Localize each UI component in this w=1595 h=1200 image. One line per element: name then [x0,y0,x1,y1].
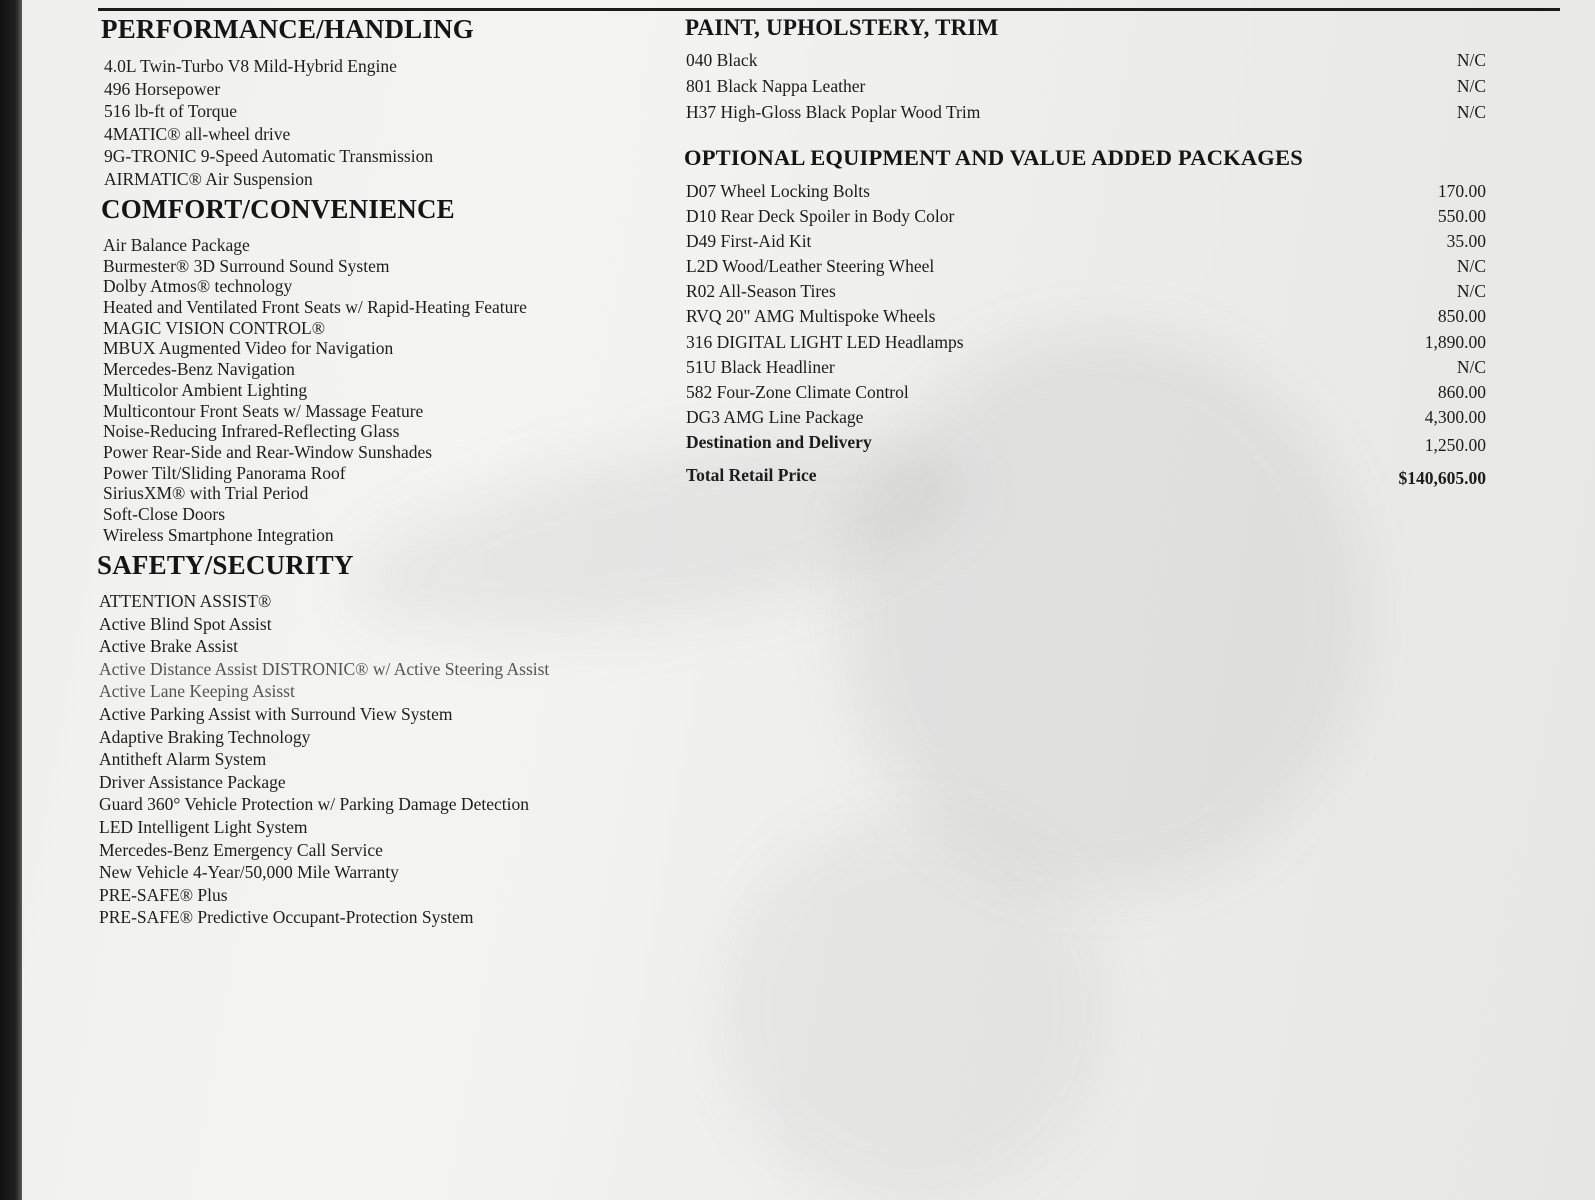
list-item: Multicontour Front Seats w/ Massage Feature [103,400,424,421]
table-row [686,304,1486,328]
row-price: 170.00 [1437,181,1486,201]
row-price: 860.00 [1437,382,1486,402]
list-item: Heated and Ventilated Front Seats w/ Rapid-Heating Feature [103,297,527,318]
list-item: Noise-Reducing Infrared-Reflecting Glass [103,421,400,442]
list-item: Antitheft Alarm System [99,749,267,770]
list-item: Multicolor Ambient Lighting [103,379,308,400]
total-row [686,463,1486,487]
row-label: 316 DIGITAL LIGHT LED Headlamps [686,332,964,352]
cut-header-left [100,0,307,14]
row-price: 550.00 [1437,206,1486,226]
comfort-list [103,235,527,545]
row-price: N/C [1456,102,1486,122]
cut-header-middle [690,0,938,14]
list-item: AIRMATIC® Air Suspension [104,168,313,189]
row-label: 582 Four-Zone Climate Control [686,382,909,402]
table-row [686,48,1486,72]
list-item: MAGIC VISION CONTROL® [103,317,326,338]
row-label: R02 All-Season Tires [686,281,836,301]
row-price: N/C [1456,357,1486,377]
list-item: 4MATIC® all-wheel drive [104,123,291,144]
table-row [686,405,1486,429]
performance-list [104,55,433,191]
total-price: $140,605.00 [1398,468,1486,488]
table-row [686,229,1486,253]
list-item: Soft-Close Doors [103,503,226,524]
row-label: DG3 AMG Line Package [686,407,864,427]
row-label: 801 Black Nappa Leather [686,76,866,96]
table-row [686,204,1486,228]
safety-title: SAFETY/SECURITY [97,550,354,580]
list-item: Driver Assistance Package [99,771,286,792]
row-label: 040 Black [686,50,758,70]
list-item: LED Intelligent Light System [99,816,308,837]
table-row [686,355,1486,379]
row-price: N/C [1456,281,1486,301]
row-price: 1,890.00 [1424,332,1486,352]
row-price: 35.00 [1446,231,1486,251]
paint-title: PAINT, UPHOLSTERY, TRIM [685,15,999,40]
list-item: Adaptive Braking Technology [99,726,311,747]
list-item: Burmester® 3D Surround Sound System [103,255,390,276]
list-item: Active Brake Assist [99,636,239,657]
list-item: 496 Horsepower [104,78,221,99]
table-row [686,380,1486,404]
list-item: Mercedes-Benz Emergency Call Service [99,839,383,860]
row-price: N/C [1456,256,1486,276]
list-item: 9G-TRONIC 9-Speed Automatic Transmission [104,146,434,167]
row-label: RVQ 20" AMG Multispoke Wheels [686,306,936,326]
row-price: N/C [1456,50,1486,70]
table-row [686,100,1486,124]
row-price: 850.00 [1437,306,1486,326]
list-item: SiriusXM® with Trial Period [103,483,309,504]
table-row [686,74,1486,98]
list-item: ATTENTION ASSIST® [99,591,272,611]
options-title: OPTIONAL EQUIPMENT AND VALUE ADDED PACKAGES [684,145,1303,170]
table-row [686,330,1486,354]
row-price: N/C [1456,76,1486,96]
lower-shadow [722,820,1102,1200]
list-item: PRE-SAFE® Plus [99,884,228,905]
row-price: 4,300.00 [1424,407,1486,427]
table-row [686,254,1486,278]
list-item: Air Balance Package [103,235,250,255]
list-item: 4.0L Twin-Turbo V8 Mild-Hybrid Engine [104,56,397,76]
list-item: Power Tilt/Sliding Panorama Roof [103,462,346,483]
performance-title: PERFORMANCE/HANDLING [101,14,474,44]
sheet-left-edge [0,0,22,1200]
list-item: Guard 360° Vehicle Protection w/ Parking Damage Detection [99,794,529,815]
comfort-title: COMFORT/CONVENIENCE [101,194,455,224]
list-item: Dolby Atmos® technology [103,276,293,297]
table-row [686,179,1486,203]
safety-list [99,590,549,929]
cut-header-right [1380,0,1478,14]
list-item: Active Distance Assist DISTRONIC® w/ Active Steering Assist [99,658,550,679]
table-row [686,279,1486,303]
destination-price: 1,250.00 [1424,435,1486,455]
list-item: Active Lane Keeping Asisst [99,681,295,702]
list-item: Wireless Smartphone Integration [103,524,334,545]
list-item: New Vehicle 4-Year/50,000 Mile Warranty [99,862,399,883]
row-label: D49 First-Aid Kit [686,231,812,251]
list-item: Active Blind Spot Assist [99,613,272,634]
row-label: D07 Wheel Locking Bolts [686,181,870,201]
list-item: 516 lb-ft of Torque [104,101,238,122]
total-label: Total Retail Price [686,465,817,485]
list-item: Mercedes-Benz Navigation [103,359,295,380]
destination-row [686,430,1486,454]
row-label: L2D Wood/Leather Steering Wheel [686,256,935,276]
list-item: Active Parking Assist with Surround View System [99,703,453,724]
list-item: MBUX Augmented Video for Navigation [103,338,394,359]
row-label: D10 Rear Deck Spoiler in Body Color [686,206,955,226]
row-label: 51U Black Headliner [686,357,835,377]
row-label: H37 High-Gloss Black Poplar Wood Trim [686,102,981,122]
list-item: Power Rear-Side and Rear-Window Sunshades [103,441,433,462]
destination-label: Destination and Delivery [686,432,872,452]
list-item: PRE-SAFE® Predictive Occupant-Protection System [99,907,474,928]
